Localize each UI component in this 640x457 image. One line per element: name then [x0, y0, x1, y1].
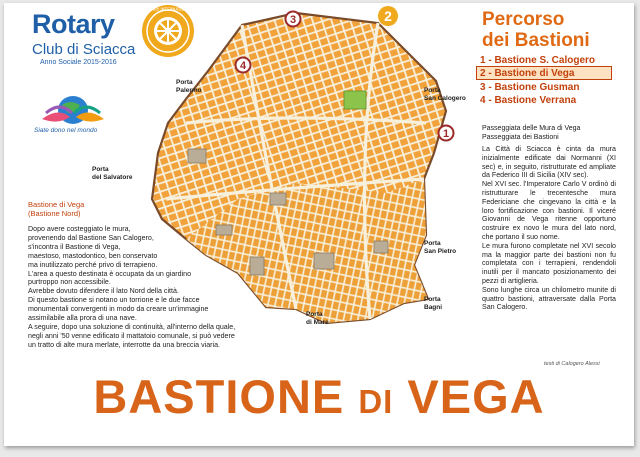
left-line: A seguire, dopo una soluzione di continuità, all'interno della quale, — [28, 322, 236, 331]
passeggiata-line1: Passeggiata delle Mura di Vega — [482, 125, 581, 132]
landmark-5 — [374, 241, 388, 253]
marker-4-label: 4 — [239, 60, 247, 72]
history-p1: La Città di Sciacca è cinta da mura inizialmente edificate dai Normanni (XI sec) e, in seguito, ristrutturate ed ampliate da Federico III di Sicilia (XIV sec). — [482, 145, 616, 180]
left-body — [28, 225, 286, 350]
left-line: ma inutilizzato perché privo di terrapieno. — [28, 260, 158, 269]
history-p2: Nel XVI sec. l'Imperatore Carlo V ordinò di ristrutturare le trecentesche mura Federiciane che cingevano la città e la loro fortificazione con bastioni. Il viceré Giovanni de Vega ritenne opportuno costruire ex novo le mura del lato nord, che portano il suo nome. — [482, 180, 616, 241]
marker-4 — [236, 58, 251, 73]
bastione-item-2: 2 - Bastione di Vega — [480, 68, 575, 79]
left-heading — [28, 200, 84, 218]
marker-3-label: 3 — [289, 14, 297, 26]
anno-sociale: Anno Sociale 2015-2016 — [40, 59, 117, 66]
landmark-1 — [188, 149, 206, 163]
park-green — [344, 91, 366, 109]
big-title-part2: DI — [358, 383, 394, 420]
rotary-title: Rotary — [32, 9, 115, 39]
marker-2-label: 2 — [384, 8, 392, 24]
bastione-item-1: 1 - Bastione S. Calogero — [480, 55, 596, 66]
left-line: Di questo bastione si notano un torrione e le due facce — [28, 296, 200, 305]
porta-mare-label: Porta di Mare — [306, 311, 329, 326]
marker-3 — [286, 12, 301, 27]
left-line: Dopo avere costeggiato le mura, — [28, 225, 131, 233]
porta-salvatore-label: Porta del Salvatore — [92, 166, 133, 181]
landmark-2 — [270, 193, 286, 205]
bastione-item-3: 3 - Bastione Gusman — [480, 82, 580, 93]
big-title-part1: BASTIONE — [93, 370, 345, 423]
siate-dono-logo — [40, 91, 106, 127]
passeggiata-block — [482, 124, 622, 142]
left-line: s'incontra il Bastione di Vega, — [28, 242, 121, 251]
left-line: monumentali convergenti in modo da creare un'immagine — [28, 305, 209, 314]
porta-san-calogero-label: Porta San Calogero — [424, 87, 466, 102]
left-line: provenendo dal Bastione San Calogero, — [28, 233, 154, 242]
wheel-text: ROTARY INTERNATIONAL — [143, 7, 193, 12]
landmark-3 — [314, 253, 334, 269]
percorso-title-line1: Percorso — [482, 9, 565, 30]
siate-dono-text: Siate dono nel mondo — [34, 127, 98, 134]
left-heading-title: Bastione di Vega — [28, 200, 85, 209]
left-line: un tratto di alte mura merlate, interrotte da una breccia viaria. — [28, 340, 221, 349]
credit-text: testi di Calogero Alessi — [544, 361, 600, 367]
history-p3: Le mura furono completate nel XVI secolo ma la maggior parte dei bastioni non fu completata con i terrapieni, rendendoli inutili per il mancato posizionamento dei pezzi di artiglieria. — [482, 241, 616, 285]
club-name: Club di Sciacca — [32, 41, 136, 58]
percorso-title-line2: dei Bastioni — [482, 30, 590, 51]
big-title — [4, 369, 634, 424]
bastione-item-4: 4 - Bastione Verrana — [480, 95, 577, 106]
porta-san-pietro-label: Porta San Pietro — [424, 240, 457, 255]
left-line: Avrebbe dovuto difendere il lato Nord della città. — [28, 287, 179, 296]
big-title-part3: VEGA — [407, 370, 545, 423]
left-line: purtroppo non accessibile. — [28, 278, 111, 287]
left-heading-subtitle: (Bastione Nord) — [28, 209, 81, 218]
left-line: negli anni '50 venne edificato il mattatoio comunale, si può vedere — [28, 331, 235, 340]
poster — [4, 3, 634, 446]
porta-palermo-label: Porta Palermo — [176, 79, 202, 94]
passeggiata-line2: Passeggiata dei Bastioni — [482, 134, 559, 141]
marker-1-label: 1 — [442, 128, 450, 140]
left-line: assimilabile alla prora di una nave. — [28, 314, 137, 323]
percorso-title — [482, 9, 590, 51]
porta-bagni-label: Porta Bagni — [424, 296, 443, 311]
marker-1 — [439, 126, 454, 141]
history-p4: Sono lunghe circa un chilometro munite di quattro bastioni, attraversate dalla Porta San Calogero. — [482, 285, 616, 312]
left-line: L'area a questo destinata è occupata da un giardino — [28, 269, 192, 278]
left-line: maestoso, mastodontico, ben conservato — [28, 251, 158, 260]
marker-2 — [378, 6, 398, 26]
history-text — [482, 145, 616, 312]
